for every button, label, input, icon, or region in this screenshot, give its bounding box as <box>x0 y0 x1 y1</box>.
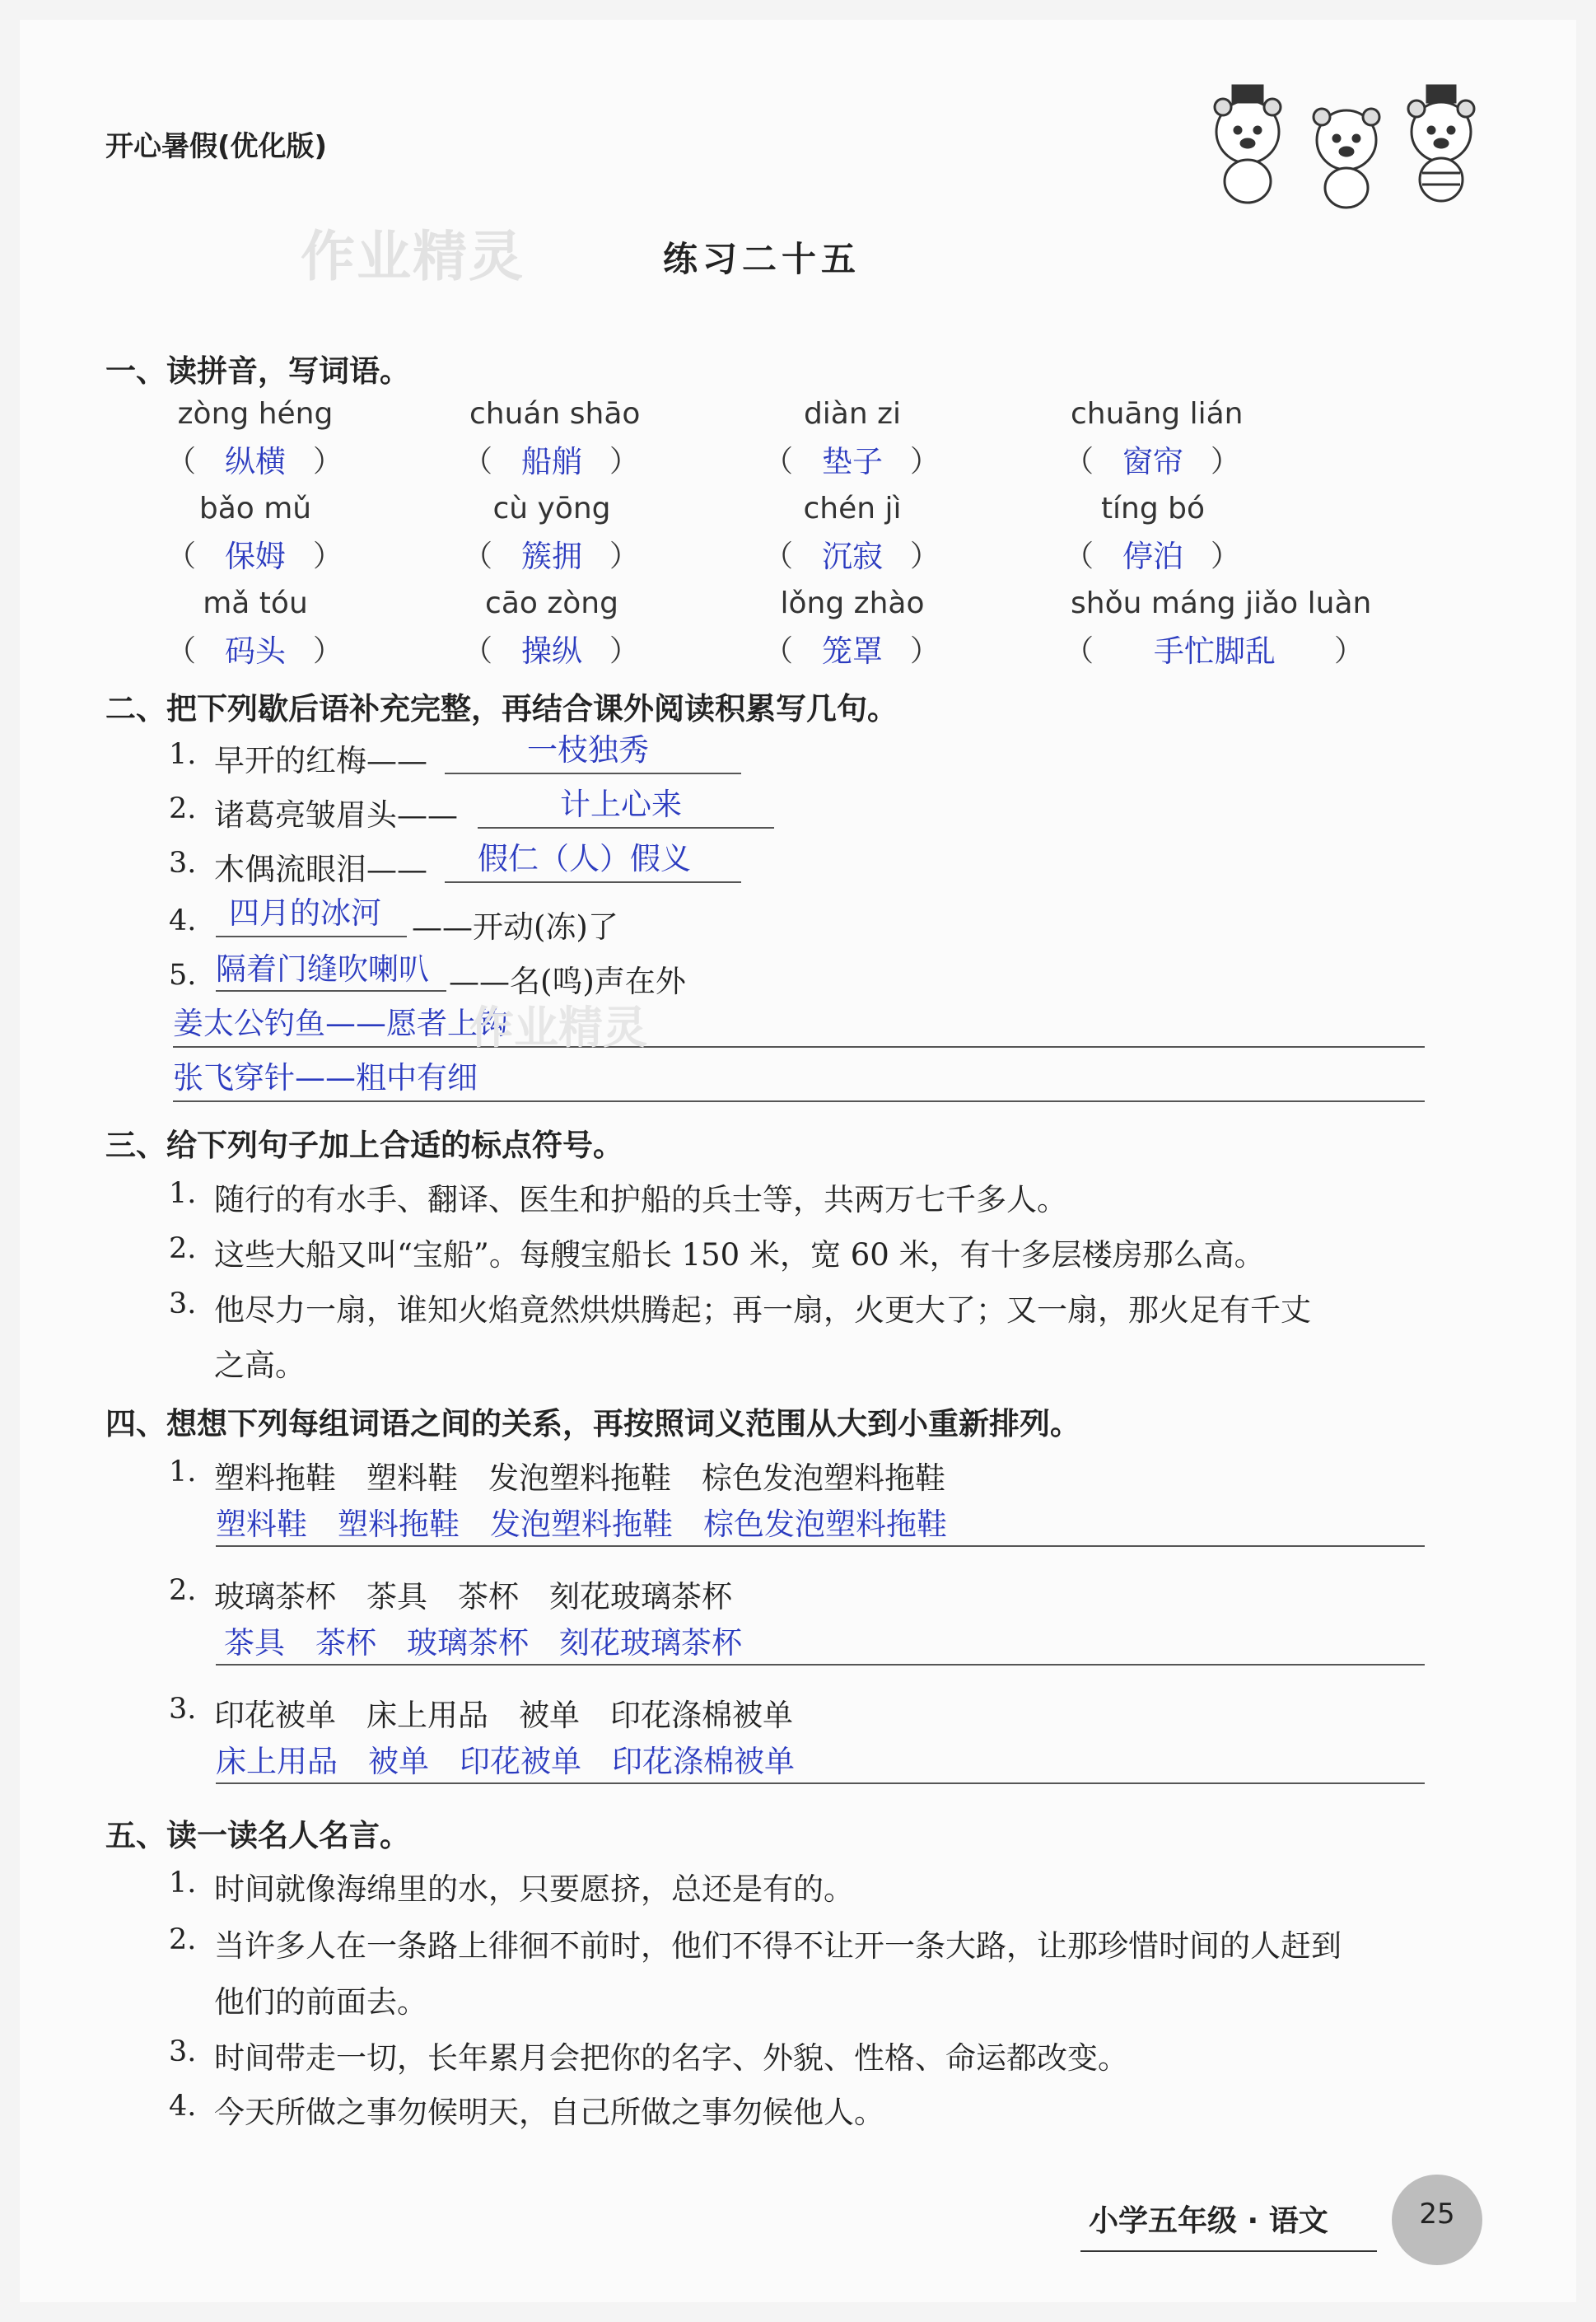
page-number: 25 <box>1419 2198 1455 2231</box>
s2-answer: 假仁（人）假义 <box>478 841 691 876</box>
close-paren: ） <box>910 445 940 479</box>
s4-num: 3. <box>169 1693 197 1726</box>
section3-heading: 三、给下列句子加上合适的标点符号。 <box>105 1128 623 1163</box>
open-paren: （ <box>166 634 197 668</box>
pinyin-answer: 手忙脚乱 <box>1154 633 1276 669</box>
watermark: 作业精灵 <box>469 1002 647 1054</box>
open-paren: （ <box>1064 540 1094 573</box>
pinyin-answer: 垫子 <box>822 444 883 479</box>
s2-text: 木偶流眼泪—— <box>214 852 427 887</box>
close-paren: ） <box>609 634 640 668</box>
pinyin-label: chén jì <box>803 492 902 526</box>
s2-num: 2. <box>169 792 197 825</box>
pinyin-label: shǒu máng jiǎo luàn <box>1071 586 1372 620</box>
s5-num: 1. <box>169 1866 197 1899</box>
pinyin-label: chuán shāo <box>469 397 641 431</box>
s4-words: 玻璃茶杯 茶具 茶杯 刻花玻璃茶杯 <box>214 1579 732 1614</box>
s4-words: 印花被单 床上用品 被单 印花涤棉被单 <box>214 1698 793 1733</box>
section5-heading: 五、读一读名人名言。 <box>105 1818 410 1853</box>
open-paren: （ <box>1064 634 1094 668</box>
close-paren: ） <box>313 540 343 573</box>
s3-num: 2. <box>169 1232 197 1265</box>
answer-line <box>173 1100 1425 1102</box>
s2-text: ——开动(冻)了 <box>412 909 618 945</box>
pinyin-answer: 窗帘 <box>1122 444 1183 479</box>
pinyin-label: cù yōng <box>492 492 611 526</box>
pinyin-answer: 操纵 <box>521 633 582 669</box>
s3-text: 随行的有水手、翻译、医生和护船的兵士等，共两万七千多人。 <box>214 1182 1067 1217</box>
pinyin-label: diàn zi <box>803 397 902 431</box>
s2-num: 5. <box>169 959 197 992</box>
pinyin-answer: 船艄 <box>521 444 582 479</box>
s2-answer: 计上心来 <box>560 787 682 822</box>
s5-num: 4. <box>169 2090 197 2123</box>
section4-heading: 四、想想下列每组词语之间的关系，再按照词义范围从大到小重新排列。 <box>105 1406 1080 1441</box>
page-title: 练习二十五 <box>663 239 861 279</box>
close-paren: ） <box>609 540 640 573</box>
s5-text: 今天所做之事勿候明天，自己所做之事勿候他人。 <box>214 2095 884 2130</box>
close-paren: ） <box>1211 445 1241 479</box>
s5-text: 时间就像海绵里的水，只要愿挤，总还是有的。 <box>214 1871 854 1907</box>
open-paren: （ <box>763 634 794 668</box>
s5-num: 3. <box>169 2035 197 2068</box>
answer-line <box>216 1545 1425 1547</box>
close-paren: ） <box>1211 540 1241 573</box>
open-paren: （ <box>1064 445 1094 479</box>
close-paren: ） <box>609 445 640 479</box>
s5-text: 当许多人在一条路上徘徊不前时，他们不得不让开一条大路，让那珍惜时间的人赶到 <box>214 1928 1342 1964</box>
answer-line <box>445 881 741 883</box>
open-paren: （ <box>763 445 794 479</box>
footer-grade-subject: 小学五年级 · 语文 <box>1089 2204 1328 2238</box>
s3-num: 1. <box>169 1177 197 1210</box>
open-paren: （ <box>463 445 493 479</box>
s2-answer: 隔着门缝吹喇叭 <box>216 951 429 987</box>
close-paren: ） <box>910 634 940 668</box>
bear-icon <box>1408 86 1474 201</box>
answer-line <box>478 827 774 829</box>
s2-answer: 一枝独秀 <box>527 732 649 768</box>
s5-num: 2. <box>169 1923 197 1956</box>
s5-text: 时间带走一切，长年累月会把你的名字、外貌、性格、命运都改变。 <box>214 2040 1128 2076</box>
close-paren: ） <box>910 540 940 573</box>
pinyin-answer: 纵横 <box>225 444 286 479</box>
s3-text: 他尽力一扇，谁知火焰竟然烘烘腾起；再一扇，火更大了；又一扇，那火足有千丈 <box>214 1292 1311 1328</box>
pinyin-answer: 簇拥 <box>521 539 582 574</box>
s2-text: ——名(鸣)声在外 <box>449 964 686 999</box>
pinyin-answer: 笼罩 <box>822 633 883 669</box>
close-paren: ） <box>313 445 343 479</box>
answer-line <box>216 936 407 937</box>
answer-line <box>216 1664 1425 1666</box>
bear-icon <box>1215 86 1281 203</box>
pinyin-answer: 沉寂 <box>822 539 883 574</box>
watermark: 作业精灵 <box>301 225 525 288</box>
s4-num: 1. <box>169 1455 197 1488</box>
s5-text-cont: 他们的前面去。 <box>214 1984 427 2020</box>
pinyin-label: bǎo mǔ <box>198 492 312 526</box>
pinyin-label: lǒng zhào <box>780 586 925 620</box>
open-paren: （ <box>166 540 197 573</box>
s4-answer: 塑料鞋 塑料拖鞋 发泡塑料拖鞋 棕色发泡塑料拖鞋 <box>216 1507 947 1542</box>
bears-illustration <box>1198 74 1495 214</box>
open-paren: （ <box>463 540 493 573</box>
answer-line <box>216 1782 1425 1784</box>
s3-text-cont: 之高。 <box>214 1348 306 1383</box>
open-paren: （ <box>166 445 197 479</box>
s2-num: 3. <box>169 847 197 880</box>
answer-line <box>445 773 741 774</box>
bear-icon <box>1314 109 1379 208</box>
close-paren: ） <box>313 634 343 668</box>
s3-num: 3. <box>169 1287 197 1320</box>
pinyin-label: cāo zòng <box>485 586 618 620</box>
book-title: 开心暑假(优化版) <box>105 130 328 163</box>
pinyin-answer: 保姆 <box>225 539 286 574</box>
close-paren: ） <box>1334 634 1365 668</box>
s2-text: 早开的红梅—— <box>214 743 427 778</box>
pinyin-answer: 码头 <box>225 633 286 669</box>
s3-text: 这些大船又叫“宝船”。每艘宝船长 150 米，宽 60 米，有十多层楼房那么高。 <box>214 1237 1265 1273</box>
s2-answer: 四月的冰河 <box>229 895 381 931</box>
s2-num: 1. <box>169 738 197 771</box>
footer-line <box>1080 2250 1377 2252</box>
s2-extra-answer: 姜太公钓鱼——愿者上钩 <box>173 1006 508 1041</box>
pinyin-label: tíng bó <box>1100 492 1206 526</box>
s2-extra-answer: 张飞穿针——粗中有细 <box>173 1060 478 1096</box>
s4-answer: 床上用品 被单 印花被单 印花涤棉被单 <box>216 1744 795 1779</box>
answer-line <box>216 990 446 992</box>
answer-line <box>173 1046 1425 1048</box>
pinyin-answer: 停泊 <box>1122 539 1183 574</box>
pinyin-label: mǎ tóu <box>203 586 308 620</box>
s4-words: 塑料拖鞋 塑料鞋 发泡塑料拖鞋 棕色发泡塑料拖鞋 <box>214 1460 945 1496</box>
section1-heading: 一、读拼音，写词语。 <box>105 353 410 389</box>
s2-num: 4. <box>169 904 197 937</box>
open-paren: （ <box>463 634 493 668</box>
s4-num: 2. <box>169 1574 197 1607</box>
s2-text: 诸葛亮皱眉头—— <box>214 797 458 833</box>
pinyin-label: chuāng lián <box>1071 397 1244 431</box>
s4-answer: 茶具 茶杯 玻璃茶杯 刻花玻璃茶杯 <box>224 1625 742 1661</box>
section2-heading: 二、把下列歇后语补充完整，再结合课外阅读积累写几句。 <box>105 691 898 727</box>
open-paren: （ <box>763 540 794 573</box>
pinyin-label: zòng héng <box>177 397 334 431</box>
